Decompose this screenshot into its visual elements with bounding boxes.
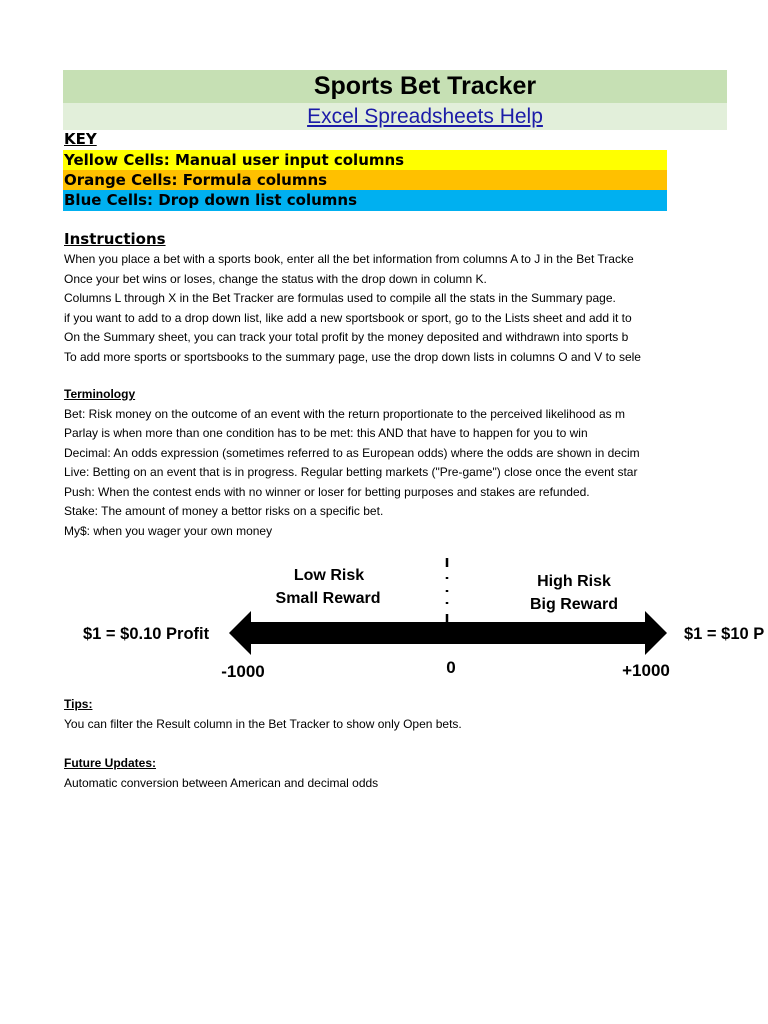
- excel-spreadsheets-help-link[interactable]: Excel Spreadsheets Help: [307, 105, 543, 128]
- max-odds-tick-label: +1000: [622, 661, 670, 680]
- instruction-line: When you place a bet with a sports book, enter all the bet information from columns A to J in the Bet Tracke: [64, 252, 634, 266]
- future-updates-heading: Future Updates:: [64, 756, 157, 770]
- terminology-line: My$: when you wager your own money: [64, 523, 273, 538]
- key-yellow-row: Yellow Cells: Manual user input columns: [63, 150, 667, 170]
- key-blue-row: Blue Cells: Drop down list columns: [63, 190, 667, 211]
- instruction-line: On the Summary sheet, you can track your total profit by the money deposited and withdrawn into sports b: [64, 330, 629, 344]
- terminology-line: Bet: Risk money on the outcome of an event with the return proportionate to the perceived likelihood as m: [64, 406, 625, 421]
- instructions-heading: Instructions: [64, 230, 166, 248]
- terminology-line: Stake: The amount of money a bettor risks on a specific bet.: [64, 504, 384, 518]
- tip-line: You can filter the Result column in the Bet Tracker to show only Open bets.: [64, 716, 462, 731]
- key-heading: KEY: [64, 130, 97, 148]
- left-payout-label: $1 = $0.10 Profit: [83, 625, 210, 643]
- low-risk-label: Low Risk: [293, 567, 365, 584]
- instruction-line: if you want to add to a drop down list, like add a new sportsbook or sport, go to the Lists sheet and add it to: [64, 310, 632, 325]
- odds-risk-diagram: [0, 550, 768, 690]
- tips-heading: Tips:: [64, 697, 93, 711]
- future-update-line: Automatic conversion between American and decimal odds: [64, 775, 379, 790]
- future-updates-list: [64, 774, 667, 794]
- min-odds-tick-label: -1000: [221, 662, 265, 681]
- terminology-heading: Terminology: [64, 387, 136, 401]
- key-orange-row: Orange Cells: Formula columns: [63, 170, 667, 190]
- tips-list: [64, 715, 667, 735]
- terminology-line: Decimal: An odds expression (sometimes referred to as European odds) where the odds are shown in decim: [64, 445, 640, 460]
- help-link-banner: [63, 103, 727, 130]
- right-payout-label: $1 = $10 P: [684, 625, 765, 643]
- terminology-line: Push: When the contest ends with no winner or loser for betting purposes and stakes are refunded.: [64, 484, 590, 499]
- terminology-list: [64, 405, 667, 542]
- instruction-line: Once your bet wins or loses, change the status with the drop down in column K.: [64, 271, 487, 286]
- page-title: Sports Bet Tracker: [313, 72, 537, 100]
- instructions-list: [64, 250, 667, 367]
- high-risk-label: High Risk: [537, 573, 611, 590]
- instruction-line: To add more sports or sportsbooks to the summary page, use the drop down lists in columns O and V to sele: [64, 349, 641, 364]
- zero-tick-label: 0: [446, 658, 456, 677]
- big-reward-label: Big Reward: [529, 596, 619, 613]
- title-banner: [63, 70, 727, 103]
- instruction-line: Columns L through X in the Bet Tracker are formulas used to compile all the stats in the Summary page.: [64, 291, 616, 305]
- terminology-line: Parlay is when more than one condition has to be met: this AND that have to happen for you to win: [64, 426, 588, 440]
- small-reward-label: Small Reward: [275, 590, 381, 607]
- terminology-line: Live: Betting on an event that is in progress. Regular betting markets ("Pre-game") close once the event star: [64, 465, 638, 479]
